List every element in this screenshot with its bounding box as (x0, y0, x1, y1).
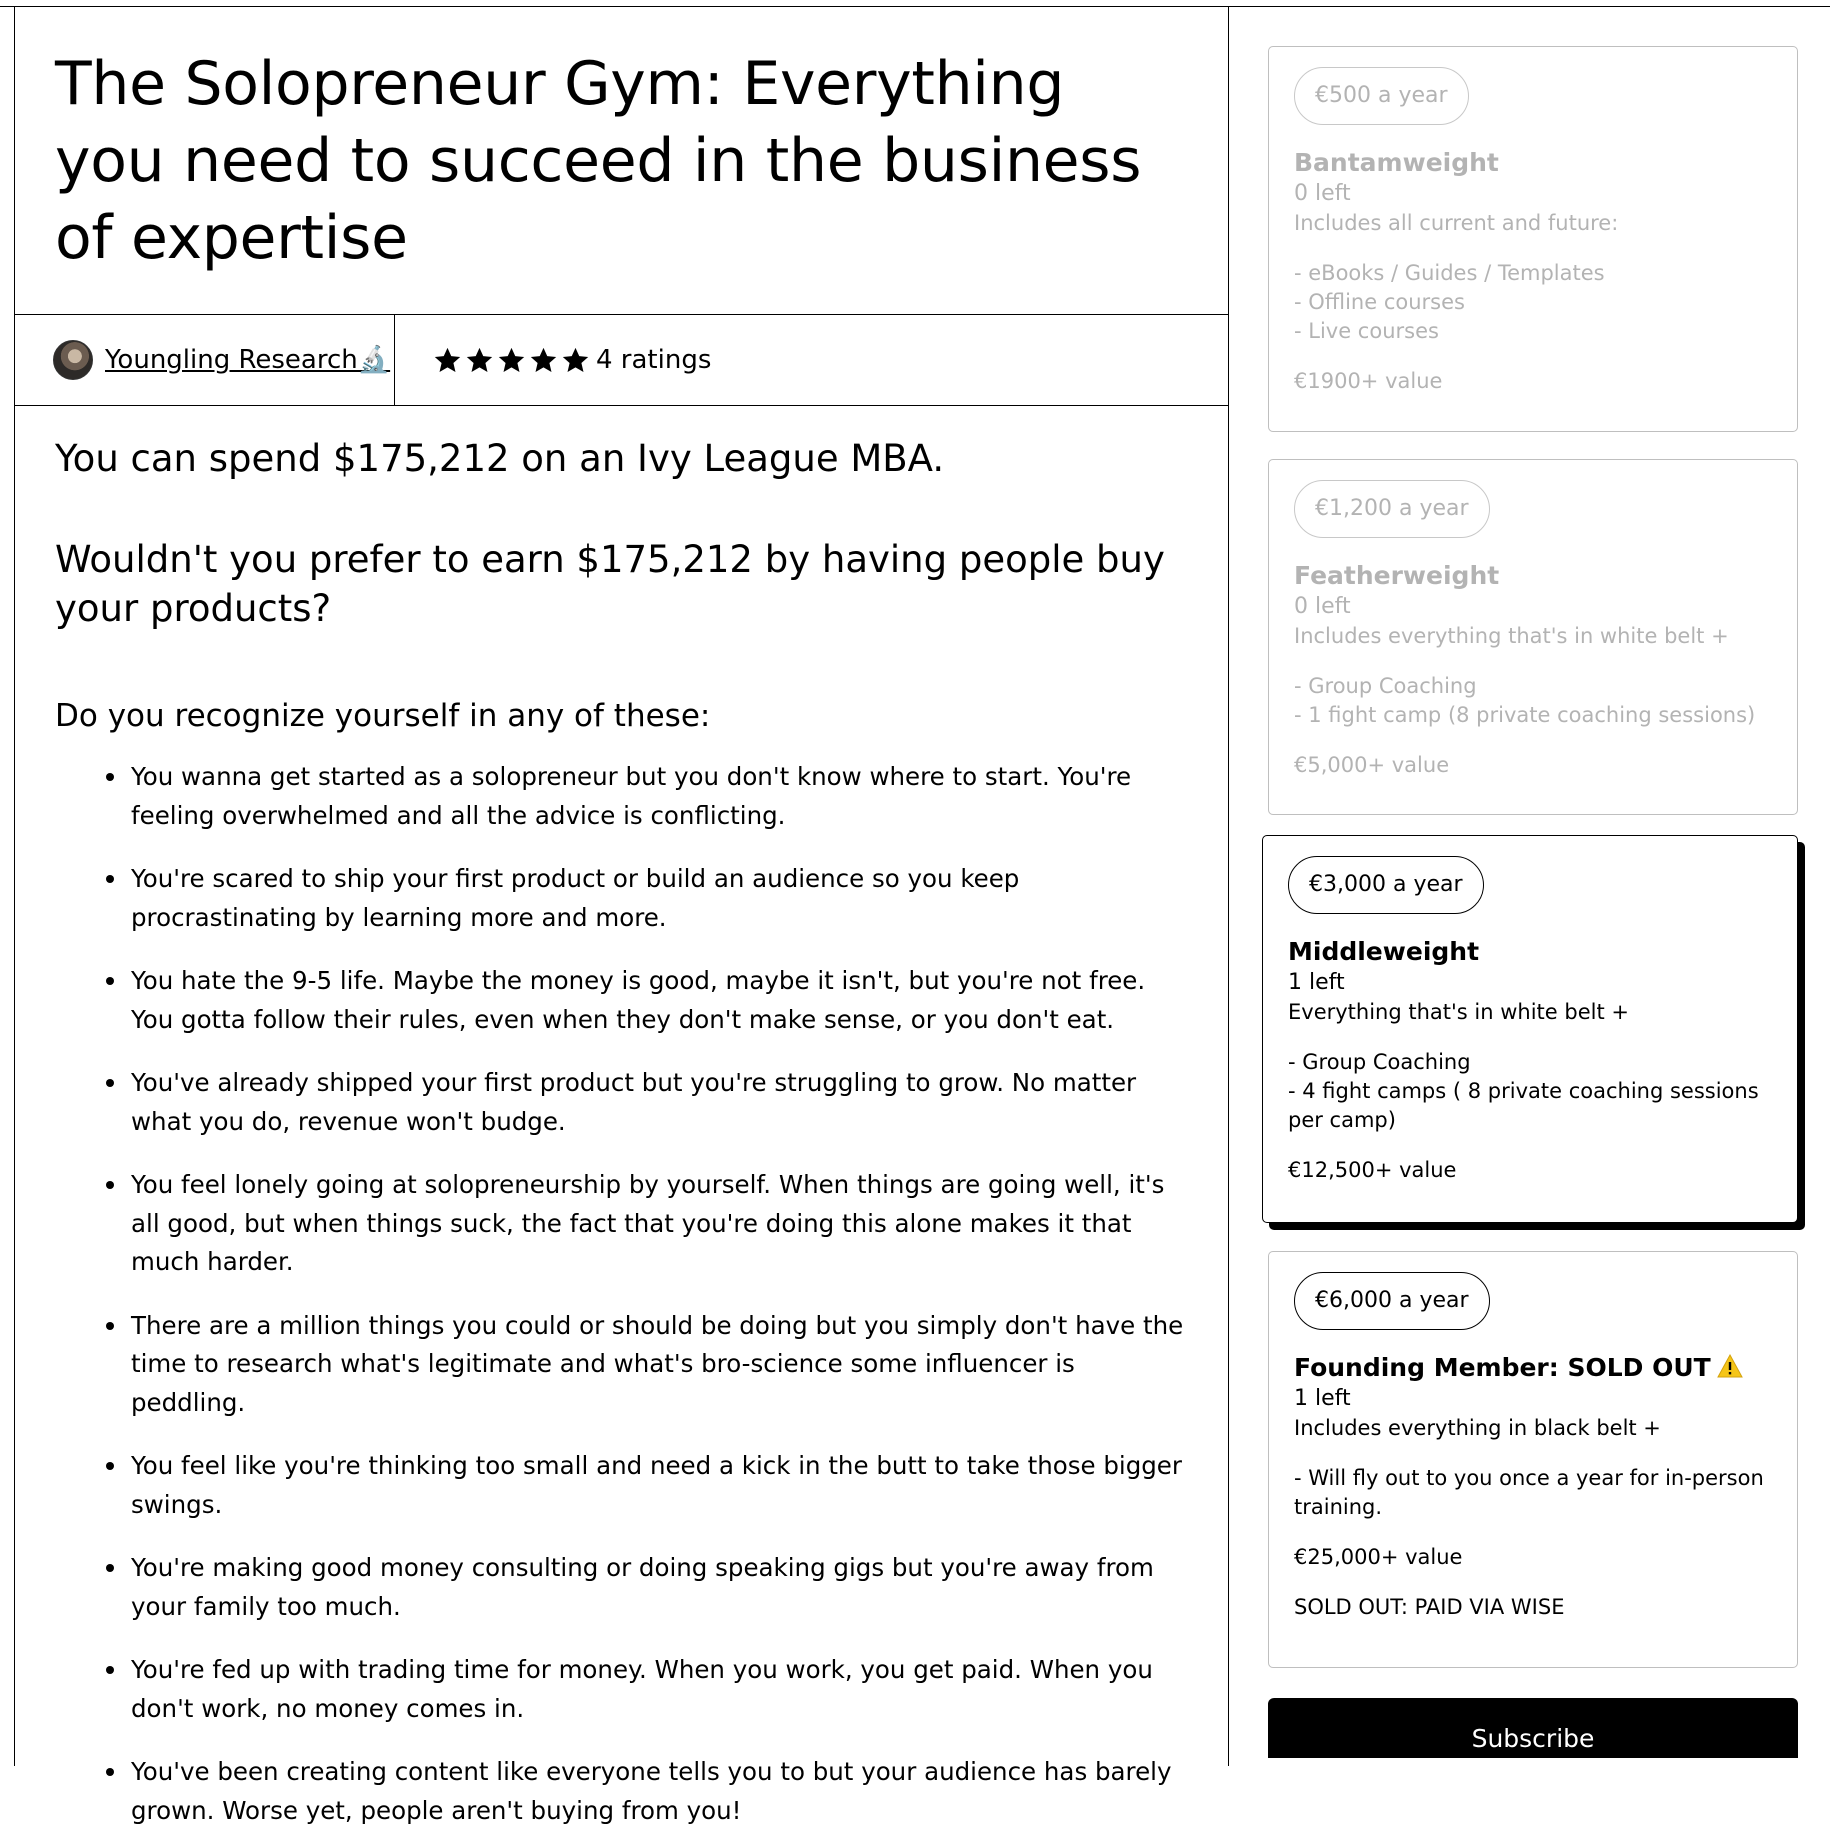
tier-line (1294, 730, 1772, 751)
description-lead: You can spend $175,212 on an Ivy League MBA. (55, 437, 945, 480)
pain-points-list (55, 758, 1188, 1830)
list-item: You're making good money consulting or doing speaking gigs but you're away from your family too much. (131, 1549, 1188, 1626)
tier-line: €25,000+ value (1294, 1545, 1463, 1569)
list-item: You feel like you're thinking too small and need a kick in the butt to take those bigger swings. (131, 1447, 1188, 1524)
warning-icon (1717, 1354, 1743, 1378)
tier-price: €1,200 a year (1294, 480, 1490, 538)
tier-line: - Live courses (1294, 319, 1439, 343)
list-item: You've been creating content like everyone tells you to but your audience has barely grown. Worse yet, people aren't buying from you! (131, 1753, 1188, 1830)
list-item: You've already shipped your first product but you're struggling to grow. No matter what you do, revenue won't budge. (131, 1064, 1188, 1141)
star-icon (497, 346, 526, 375)
tier-line: - 4 fight camps ( 8 private coaching sessions per camp) (1288, 1079, 1759, 1132)
tier-description (1288, 998, 1772, 1185)
tier-line (1288, 1135, 1772, 1156)
star-icon (561, 346, 590, 375)
tier-line: Includes all current and future: (1294, 211, 1619, 235)
list-item: You wanna get started as a solopreneur but you don't know where to start. You're feeling overwhelmed and all the advice is conflicting. (131, 758, 1188, 835)
creator-avatar (53, 340, 93, 380)
tier-line: €1900+ value (1294, 369, 1443, 393)
description-prompt: Do you recognize yourself in any of these: (55, 698, 711, 734)
tier-availability: 1 left (1288, 970, 1345, 995)
tier-line: - 1 fight camp (8 private coaching sessions) (1294, 703, 1756, 727)
tier-description (1294, 1414, 1772, 1622)
tier-line: €5,000+ value (1294, 753, 1450, 777)
tier-availability: 1 left (1294, 1386, 1351, 1411)
tier-line (1294, 651, 1772, 672)
ratings-count: 4 ratings (596, 345, 712, 375)
list-item: You're fed up with trading time for money. When you work, you get paid. When you don't work, no money comes in. (131, 1651, 1188, 1728)
tier-line: - Group Coaching (1288, 1050, 1471, 1074)
tier-line: Includes everything in black belt + (1294, 1416, 1661, 1440)
tier-line: - Group Coaching (1294, 674, 1477, 698)
tier-price: €500 a year (1294, 67, 1469, 125)
creator-name[interactable]: Youngling Research🔬 (105, 345, 391, 375)
tier-option-bantamweight (1268, 46, 1798, 432)
tier-name-text: Founding Member: SOLD OUT (1294, 1353, 1711, 1382)
tier-line: - eBooks / Guides / Templates (1294, 261, 1605, 285)
ratings-summary[interactable] (395, 315, 711, 405)
rating-stars (433, 346, 590, 375)
creator-link[interactable] (15, 315, 395, 405)
tier-line: €12,500+ value (1288, 1158, 1457, 1182)
tier-line: Everything that's in white belt + (1288, 1000, 1629, 1024)
tier-option-founding-member[interactable] (1268, 1251, 1798, 1668)
tier-availability: 0 left (1294, 594, 1351, 619)
tier-line (1294, 238, 1772, 259)
tier-name: Featherweight (1294, 561, 1500, 590)
tier-line (1294, 346, 1772, 367)
tier-price: €3,000 a year (1288, 856, 1484, 914)
product-description (15, 406, 1228, 1830)
list-item: You're scared to ship your first product or build an audience so you keep procrastinating by learning more and more. (131, 860, 1188, 937)
description-question: Wouldn't you prefer to earn $175,212 by having people buy your products? (55, 538, 1165, 630)
tier-line (1294, 1443, 1772, 1464)
tier-name: Middleweight (1288, 937, 1480, 966)
product-main (14, 6, 1229, 1825)
star-icon (433, 346, 462, 375)
star-icon (529, 346, 558, 375)
tier-price: €6,000 a year (1294, 1272, 1490, 1330)
tier-description (1294, 209, 1772, 396)
tier-name (1294, 1352, 1772, 1384)
tier-line (1294, 1522, 1772, 1543)
tier-availability: 0 left (1294, 181, 1351, 206)
product-title: The Solopreneur Gym: Everything you need to succeed in the business of expertise (55, 49, 1142, 273)
product-meta-row (15, 315, 1228, 406)
list-item: There are a million things you could or should be doing but you simply don't have the time to research what's legitimate and what's bro-science some influencer is peddling. (131, 1307, 1188, 1423)
tier-line: Includes everything that's in white belt + (1294, 624, 1729, 648)
tier-selector (1268, 46, 1798, 1668)
list-item: You feel lonely going at solopreneurship by yourself. When things are going well, it's all good, but when things suck, the fact that you're doing this alone makes it that much harder. (131, 1166, 1188, 1282)
tier-name: Bantamweight (1294, 148, 1499, 177)
subscribe-button[interactable]: Subscribe (1268, 1698, 1798, 1758)
tier-option-middleweight[interactable] (1262, 835, 1798, 1223)
tier-line: - Offline courses (1294, 290, 1465, 314)
star-icon (465, 346, 494, 375)
tier-line: SOLD OUT: PAID VIA WISE (1294, 1595, 1565, 1619)
tier-option-featherweight (1268, 459, 1798, 815)
tier-line (1288, 1027, 1772, 1048)
title-section (15, 6, 1228, 315)
list-item: You hate the 9-5 life. Maybe the money is good, maybe it isn't, but you're not free. You gotta follow their rules, even when they don't make sense, or you don't eat. (131, 962, 1188, 1039)
tier-line (1294, 1572, 1772, 1593)
tier-description (1294, 622, 1772, 780)
tier-line: - Will fly out to you once a year for in-person training. (1294, 1466, 1764, 1519)
